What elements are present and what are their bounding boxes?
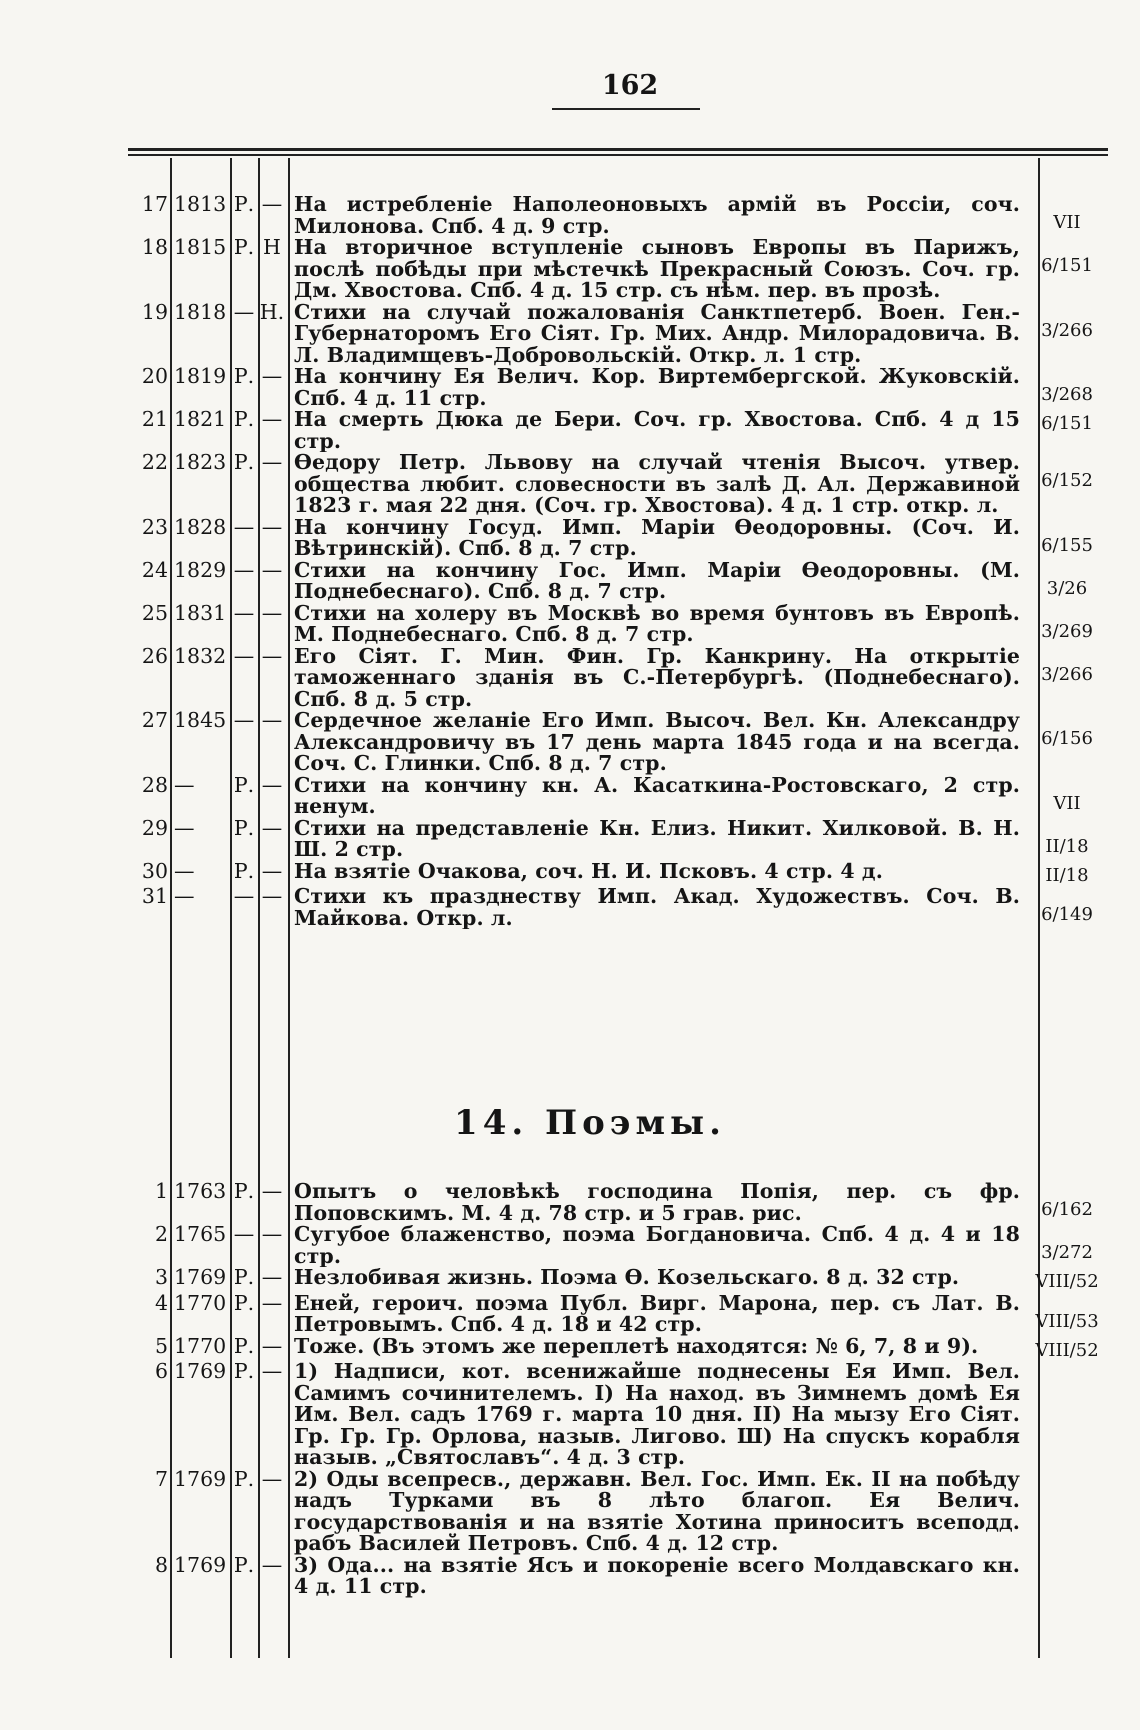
entry-shelf-ref: 6/156 xyxy=(1041,728,1093,749)
entry-shelf-ref: 6/162 xyxy=(1041,1199,1093,1220)
entry-second-mark: Н xyxy=(263,237,281,259)
entry-second-mark: — xyxy=(261,1181,283,1203)
entry-number: 7 xyxy=(154,1468,168,1491)
entry-language-mark: Р. xyxy=(233,1468,255,1491)
entry-second-mark: — xyxy=(261,1292,283,1315)
entry-shelf-ref xyxy=(1026,1469,1108,1555)
entry-second-mark: — xyxy=(261,516,283,539)
entry-text: Сердечное желаніе Его Имп. Высоч. Вел. Кн. Александру Александровичу въ 17 день марта 1845 года и на всегда. Соч. С. Глинки. Спб. 8 д. 7 стр. xyxy=(294,710,1020,775)
entry-text: Стихи на холеру въ Москвѣ во время бунтовъ въ Европѣ. М. Поднебеснаго. Спб. 8 д. 7 стр. xyxy=(294,602,1020,646)
entry-language-mark: — xyxy=(233,301,255,324)
entry-year: 1828 xyxy=(174,516,227,539)
entry-text: На вторичное вступленіе сыновъ Европы въ Парижъ, послѣ побѣды при мѣстечкѣ Прекрасный Союзъ. Соч. гр. Дм. Хвостова. Спб. 4 д. 15 стр. съ нѣм. пер. въ прозѣ. xyxy=(294,237,1020,302)
entry-language-mark: Р. xyxy=(233,860,255,883)
entry-shelf-ref: 6/151 xyxy=(1041,413,1093,434)
entry-year: 1831 xyxy=(174,602,227,625)
entry-second-mark: — xyxy=(261,1267,283,1289)
entry-shelf-ref xyxy=(1026,1361,1108,1469)
entry-text: Еней, героич. поэма Публ. Вирг. Марона, пер. съ Лат. В. Петровымъ. Спб. 4 д. 18 и 42 стр. xyxy=(294,1292,1020,1336)
catalog-entry xyxy=(130,302,1140,367)
entry-second-mark: — xyxy=(261,1224,283,1246)
catalog-entry xyxy=(130,1293,1140,1336)
entry-shelf-ref: 3/272 xyxy=(1041,1242,1093,1263)
entry-year: 1769 xyxy=(174,1468,227,1491)
entry-shelf-ref: 3/26 xyxy=(1046,577,1088,599)
catalog-entry xyxy=(130,646,1140,711)
entry-second-mark: — xyxy=(261,1361,283,1383)
entry-second-mark: — xyxy=(261,1554,283,1577)
catalog-entry xyxy=(130,452,1140,517)
entry-year: 1821 xyxy=(174,409,227,431)
entry-second-mark: — xyxy=(261,559,283,582)
entry-text: 2) Оды всепресв., державн. Вел. Гос. Имп. Ек. II на побѣду надъ Турками въ 8 лѣто благоп. Ея Велич. государствованія и на взятіе Хотина приноситъ всеподд. рабъ Василей Петровъ. Спб. 4 д. 12 стр. xyxy=(294,1468,1020,1555)
entry-number: 26 xyxy=(141,645,168,668)
entry-second-mark: — xyxy=(261,366,283,388)
entry-text: Ѳедору Петр. Львову на случай чтенія Высоч. утвер. общества любит. словесности въ залѣ Д. Ал. Державиной 1823 г. мая 22 дня. (Соч. гр. Хвостова). 4 д. 1 стр. откр. л. xyxy=(294,452,1020,517)
section-title: 14. Поэмы. xyxy=(454,1103,726,1143)
entry-language-mark: — xyxy=(233,886,255,908)
page-number: 162 xyxy=(601,70,659,101)
entry-number: 3 xyxy=(154,1267,168,1289)
catalog-entry xyxy=(130,194,1140,237)
entry-number: 29 xyxy=(141,817,168,840)
entry-second-mark: — xyxy=(261,817,283,840)
entry-second-mark: — xyxy=(261,710,283,732)
entry-text: Его Сіят. Г. Мин. Фин. Гр. Канкрину. На открытіе таможеннаго зданія въ С.-Петербургѣ. (Поднебеснаго). Спб. 8 д. 5 стр. xyxy=(294,645,1020,710)
entry-number: 27 xyxy=(141,710,168,732)
entry-number: 18 xyxy=(141,237,168,259)
entry-text: На кончину Госуд. Имп. Маріи Ѳеодоровны. (Соч. И. Вѣтринскій). Спб. 8 д. 7 стр. xyxy=(294,516,1020,560)
entry-language-mark: — xyxy=(233,559,255,582)
entry-shelf-ref: 3/268 xyxy=(1041,384,1093,405)
entries-top xyxy=(130,194,1140,929)
catalog-entry xyxy=(130,886,1140,929)
entry-year: 1769 xyxy=(174,1554,227,1577)
entry-shelf-ref xyxy=(1026,1555,1108,1598)
catalog-entry xyxy=(130,409,1140,452)
entry-text: 3) Ода... на взятіе Ясъ и покореніе всего Молдавскаго кн. 4 д. 11 стр. xyxy=(294,1554,1020,1598)
entry-language-mark: Р. xyxy=(233,1554,255,1577)
entry-number: 20 xyxy=(141,366,168,388)
entry-number: 22 xyxy=(141,452,168,474)
entry-text: Стихи къ празднеству Имп. Акад. Художествъ. Соч. В. Майкова. Откр. л. xyxy=(294,886,1020,929)
header-rule-thin xyxy=(128,154,1108,156)
entry-year: 1815 xyxy=(174,237,227,259)
entry-year: — xyxy=(174,860,195,883)
entry-second-mark: — xyxy=(261,774,283,797)
entry-language-mark: Р. xyxy=(233,774,255,797)
entry-year: 1813 xyxy=(174,194,227,216)
catalog-entry xyxy=(130,1224,1140,1267)
entry-shelf-ref: II/18 xyxy=(1045,835,1089,857)
entry-year: 1770 xyxy=(174,1292,227,1315)
entry-number: 23 xyxy=(141,516,168,539)
entry-number: 1 xyxy=(154,1181,168,1203)
entry-shelf-ref: 3/266 xyxy=(1041,663,1093,685)
entry-year: 1769 xyxy=(174,1361,227,1383)
entry-language-mark: Р. xyxy=(233,409,255,431)
catalog-entry xyxy=(130,237,1140,302)
entry-shelf-ref: VIII/53 xyxy=(1035,1310,1099,1332)
entry-second-mark: — xyxy=(261,645,283,668)
catalog-entry xyxy=(130,1267,1140,1293)
entry-number: 28 xyxy=(141,774,168,797)
entry-second-mark: — xyxy=(261,1468,283,1491)
entry-number: 30 xyxy=(141,860,168,883)
entry-number: 31 xyxy=(141,886,168,908)
catalog-entry xyxy=(130,775,1140,818)
page-number-rule xyxy=(552,108,700,110)
entry-text: На истребленіе Наполеоновыхъ армій въ Россіи, соч. Милонова. Спб. 4 д. 9 стр. xyxy=(294,194,1020,237)
entry-shelf-ref: 6/152 xyxy=(1041,470,1093,491)
entry-text: Стихи на представленіе Кн. Елиз. Никит. Хилковой. В. Н. Ш. 2 стр. xyxy=(294,817,1020,861)
entry-language-mark: — xyxy=(233,516,255,539)
entry-language-mark: — xyxy=(233,602,255,625)
catalog-entry xyxy=(130,1555,1140,1598)
entry-number: 6 xyxy=(154,1361,168,1383)
catalog-entry xyxy=(130,366,1140,409)
entry-number: 25 xyxy=(141,602,168,625)
entry-shelf-ref: VIII/52 xyxy=(1035,1271,1099,1292)
entry-year: 1765 xyxy=(174,1224,227,1246)
entry-second-mark: — xyxy=(261,602,283,625)
entry-shelf-ref: 3/266 xyxy=(1041,319,1093,341)
entry-text: 1) Надписи, кот. всенижайше поднесены Ея Имп. Вел. Самимъ сочинителемъ. I) На наход. въ Зимнемъ домѣ Ея Им. Вел. садъ 1769 г. марта 10 дня. II) На мызу Его Сіят. Гр. Гр. Гр. Орлова, назыв. Лигово. Ш) На спускъ корабля назыв. „Святославъ“. 4 д. 3 стр. xyxy=(294,1361,1020,1469)
entry-year: — xyxy=(174,886,195,908)
entry-text: Стихи на кончину кн. А. Касаткина-Ростовскаго, 2 стр. ненум. xyxy=(294,774,1020,818)
entry-language-mark: Р. xyxy=(233,1292,255,1315)
entry-number: 5 xyxy=(154,1335,168,1358)
entry-second-mark: — xyxy=(261,886,283,908)
entry-text: Опытъ о человѣкѣ господина Попія, пер. съ фр. Поповскимъ. М. 4 д. 78 стр. и 5 грав. рис. xyxy=(294,1181,1020,1224)
entry-shelf-ref: 6/155 xyxy=(1041,534,1093,556)
entry-text: На кончину Ея Велич. Кор. Виртембергской. Жуковскій. Спб. 4 д. 11 стр. xyxy=(294,366,1020,409)
entry-text: Сугубое блаженство, поэма Богдановича. Спб. 4 д. 4 и 18 стр. xyxy=(294,1224,1020,1267)
entry-language-mark: — xyxy=(233,645,255,668)
entry-number: 19 xyxy=(141,301,168,324)
catalog-entry xyxy=(130,1181,1140,1224)
entry-second-mark: — xyxy=(261,452,283,474)
catalog-entry xyxy=(130,861,1140,887)
catalog-entry xyxy=(130,1469,1140,1555)
entry-number: 8 xyxy=(154,1554,168,1577)
entry-year: 1829 xyxy=(174,559,227,582)
entry-second-mark: — xyxy=(261,409,283,431)
catalog-entry xyxy=(130,1336,1140,1362)
catalog-entry xyxy=(130,517,1140,560)
catalog-entry xyxy=(130,560,1140,603)
entry-shelf-ref: VIII/52 xyxy=(1035,1339,1099,1361)
entry-second-mark: — xyxy=(261,194,283,216)
entry-year: 1845 xyxy=(174,710,227,732)
entry-text: Стихи на кончину Гос. Имп. Маріи Ѳеодоровны. (М. Поднебеснаго). Спб. 8 д. 7 стр. xyxy=(294,559,1020,603)
entry-language-mark: Р. xyxy=(233,1361,255,1383)
entries-bottom xyxy=(130,1181,1140,1598)
entry-number: 4 xyxy=(154,1292,168,1315)
entry-second-mark: — xyxy=(261,1335,283,1358)
catalog-entry xyxy=(130,603,1140,646)
catalog-entry xyxy=(130,710,1140,775)
catalog-entry xyxy=(130,818,1140,861)
entry-shelf-ref: 6/151 xyxy=(1041,255,1093,276)
entry-language-mark: Р. xyxy=(233,366,255,388)
entry-language-mark: Р. xyxy=(233,237,255,259)
entry-language-mark: Р. xyxy=(233,452,255,474)
entry-language-mark: Р. xyxy=(233,1267,255,1289)
entry-language-mark: Р. xyxy=(233,194,255,216)
entry-year: 1769 xyxy=(174,1267,227,1289)
entry-number: 17 xyxy=(141,194,168,216)
entry-text: Стихи на случай пожалованія Санктпетерб. Воен. Ген.-Губернаторомъ Его Сіят. Гр. Мих. Андр. Милорадовича. В. Л. Владимщевъ-Добровольскій. Откр. л. 1 стр. xyxy=(294,301,1020,366)
entry-year: 1832 xyxy=(174,645,227,668)
entry-year: 1818 xyxy=(174,301,227,324)
entry-shelf-ref: VII xyxy=(1053,792,1081,814)
entry-text: Тоже. (Въ этомъ же переплетѣ находятся: № 6, 7, 8 и 9). xyxy=(294,1335,979,1358)
entry-shelf-ref: VII xyxy=(1053,212,1081,233)
entry-language-mark: — xyxy=(233,1224,255,1246)
catalog-entry xyxy=(130,1361,1140,1469)
entry-language-mark: Р. xyxy=(233,1335,255,1358)
entry-number: 24 xyxy=(141,559,168,582)
entry-year: 1763 xyxy=(174,1181,227,1203)
entry-language-mark: Р. xyxy=(233,817,255,840)
entry-year: — xyxy=(174,774,195,797)
entry-number: 21 xyxy=(141,409,168,431)
header-rule xyxy=(128,148,1108,151)
entry-text: На взятіе Очакова, соч. Н. И. Псковъ. 4 стр. 4 д. xyxy=(294,860,883,883)
entry-year: 1819 xyxy=(174,366,227,388)
entry-shelf-ref: 3/269 xyxy=(1041,620,1093,642)
entry-text: На смерть Дюка де Бери. Соч. гр. Хвостова. Спб. 4 д 15 стр. xyxy=(294,409,1020,452)
entry-year: 1770 xyxy=(174,1335,227,1358)
entry-year: 1823 xyxy=(174,452,227,474)
entry-shelf-ref: II/18 xyxy=(1045,864,1089,886)
entry-number: 2 xyxy=(154,1224,168,1246)
entry-shelf-ref: 6/149 xyxy=(1041,904,1093,925)
entry-text: Незлобивая жизнь. Поэма Ѳ. Козельскаго. 8 д. 32 стр. xyxy=(294,1267,960,1289)
entry-second-mark: — xyxy=(261,860,283,883)
entry-second-mark: Н. xyxy=(259,301,285,324)
entry-language-mark: Р. xyxy=(233,1181,255,1203)
entry-year: — xyxy=(174,817,195,840)
entry-language-mark: — xyxy=(233,710,255,732)
